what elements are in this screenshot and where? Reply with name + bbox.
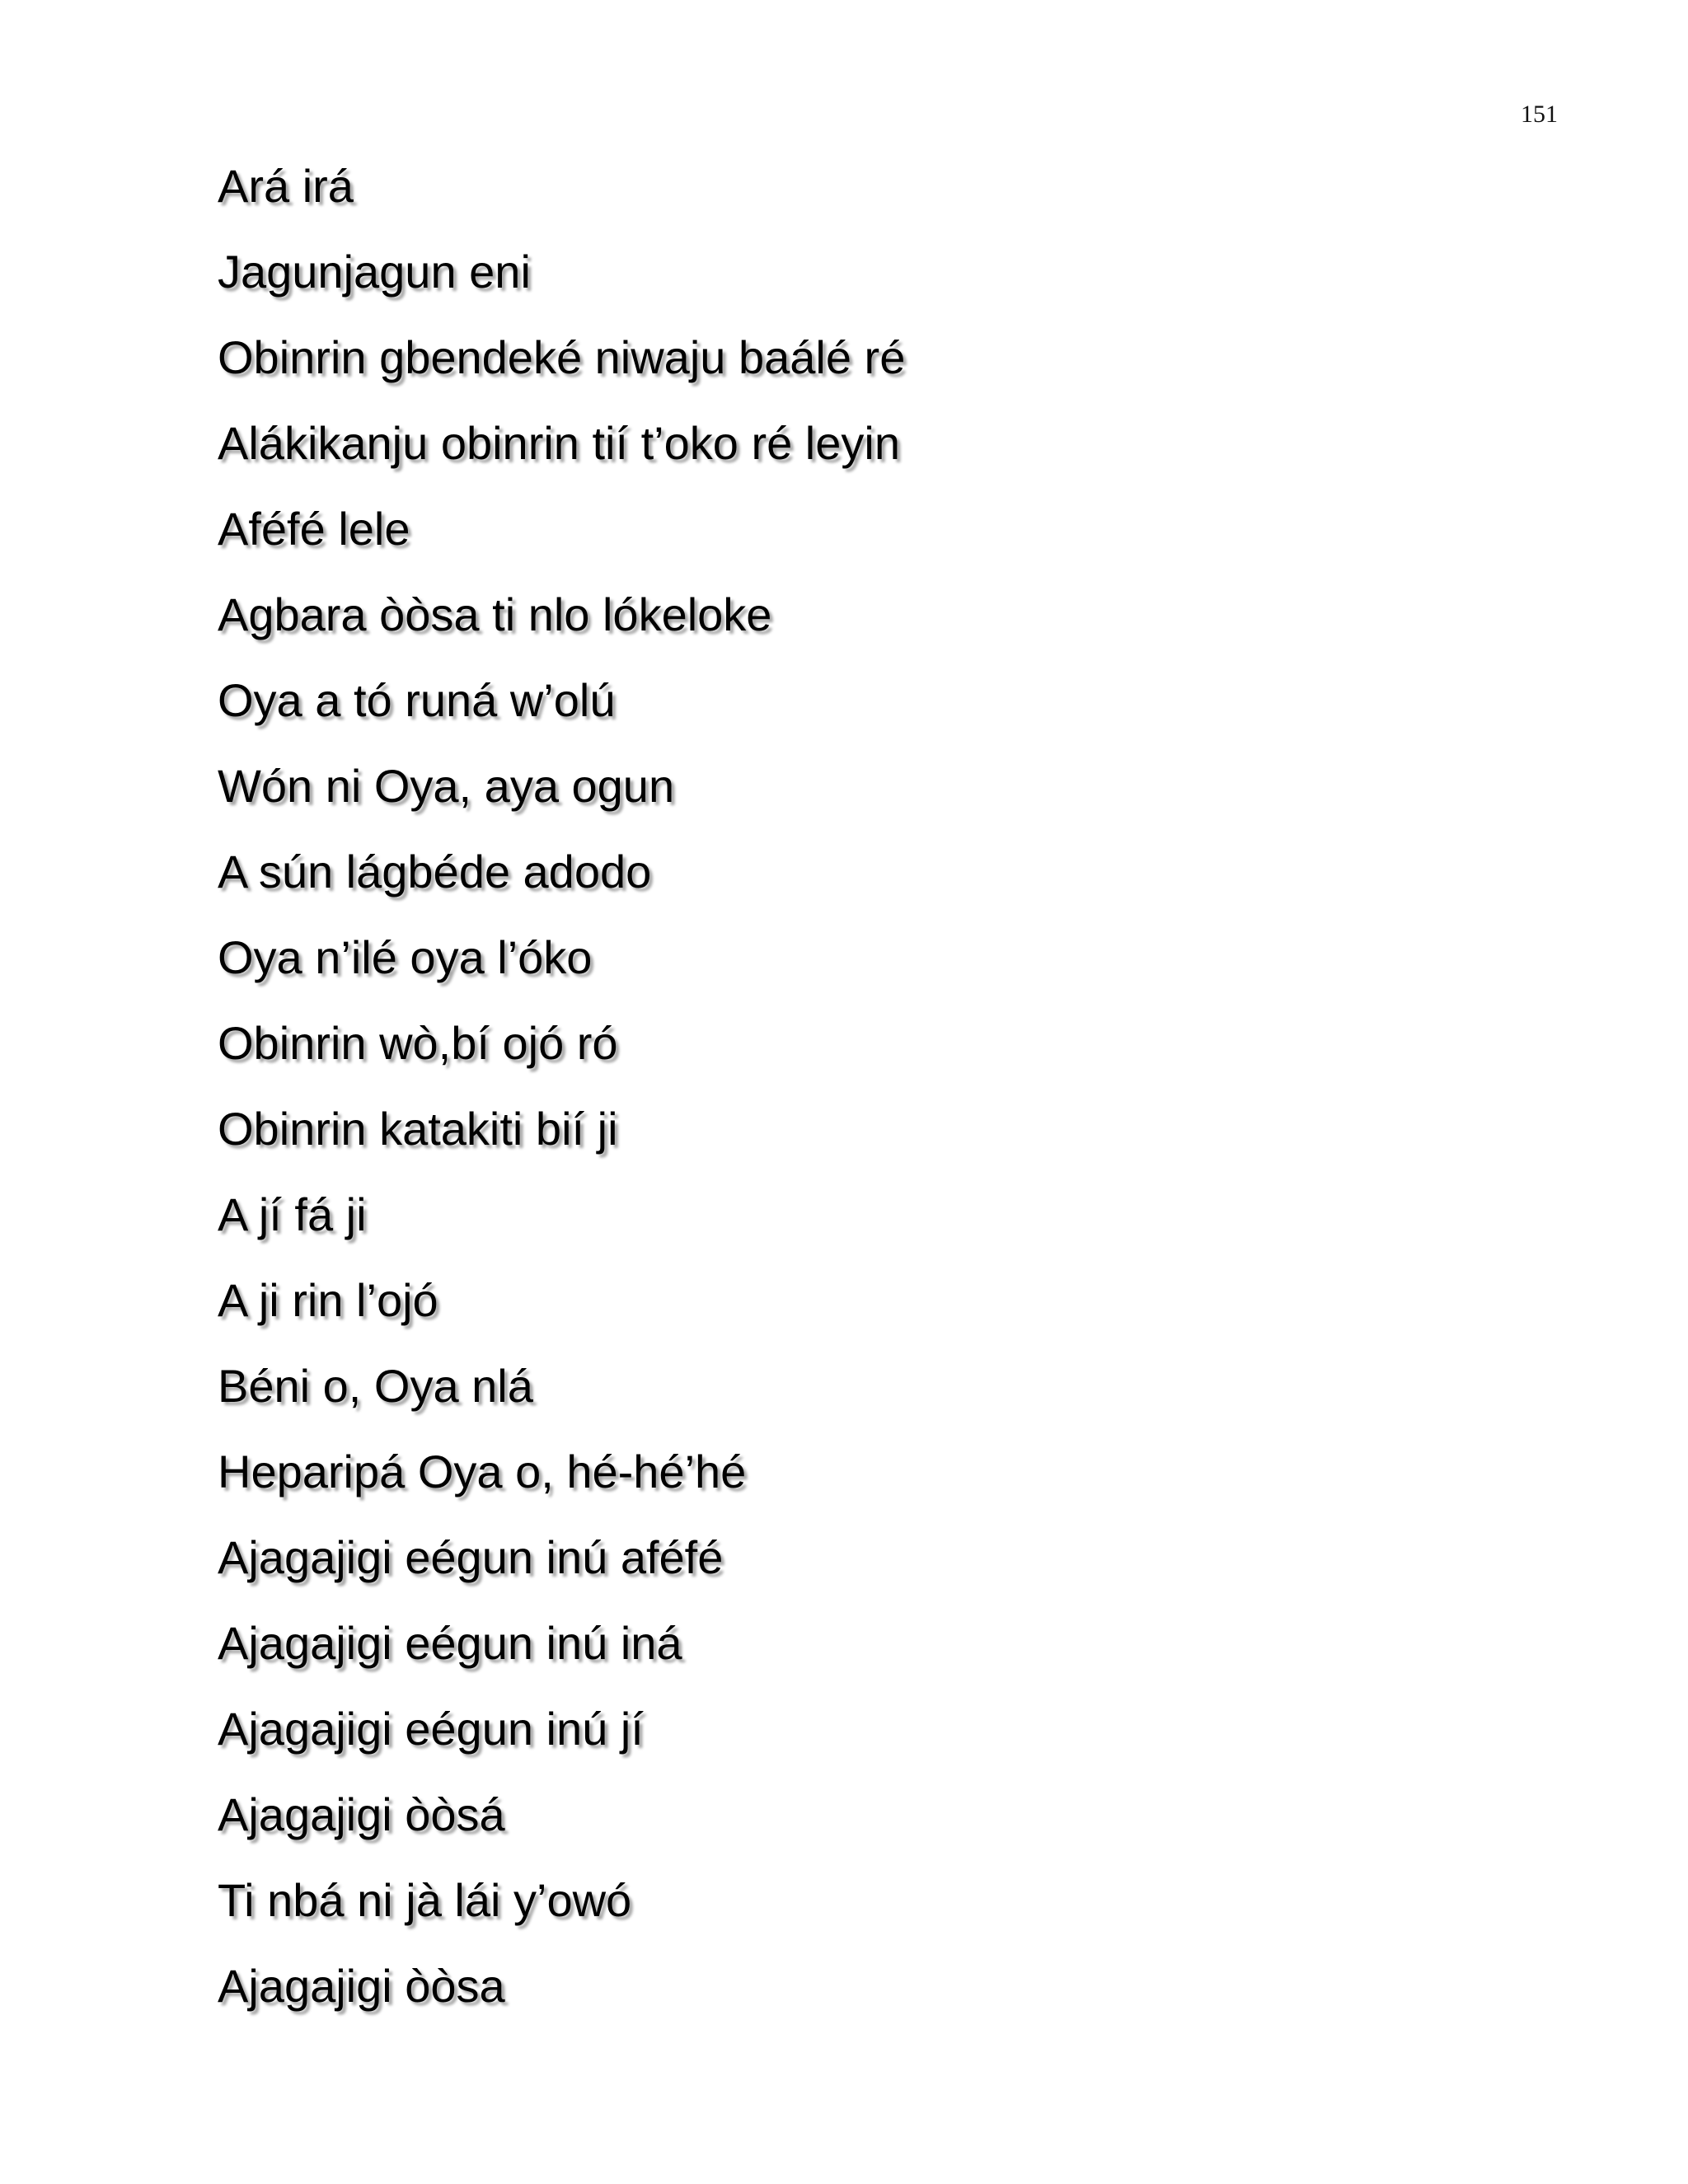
poem-line: Alákikanju obinrin tií t’oko ré leyin [218, 417, 900, 469]
poem-line: A sún lágbéde adodo [218, 846, 652, 898]
poem-line: Ajagajigi òòsá [218, 1788, 505, 1840]
poem-line: Obinrin wò,bí ojó ró [218, 1017, 618, 1069]
poem-line: A ji rin l’ojó [218, 1274, 438, 1326]
poem-line: Aféfé lele [218, 503, 410, 555]
poem-line: Wón ni Oya, aya ogun [218, 760, 675, 812]
poem-line: Ti nbá ni jà lái y’owó [218, 1874, 632, 1926]
page-number: 151 [1521, 101, 1558, 128]
poem-line: Obinrin katakiti bií ji [218, 1103, 618, 1155]
poem-line: Ajagajigi eégun inú iná [218, 1617, 682, 1669]
poem-line: Agbara òòsa ti nlo lókeloke [218, 588, 772, 640]
poem-line: Ajagajigi eégun inú jí [218, 1703, 644, 1755]
poem-line: Oya n’ilé oya l’óko [218, 931, 593, 983]
poem-line: Ará irá [218, 160, 354, 212]
poem-line: Jagunjagun eni [218, 246, 531, 298]
poem-line: Ajagajigi eégun inú aféfé [218, 1531, 724, 1583]
poem-line: Ajagajigi òòsa [218, 1960, 505, 2012]
poem-line: Béni o, Oya nlá [218, 1360, 533, 1412]
poem-text [218, 153, 905, 2039]
poem-line: Heparipá Oya o, hé-hé’hé [218, 1446, 747, 1497]
poem-line: A jí fá ji [218, 1188, 367, 1240]
poem-line: Obinrin gbendeké niwaju baálé ré [218, 331, 906, 383]
poem-line: Oya a tó runá w’olú [218, 674, 616, 726]
